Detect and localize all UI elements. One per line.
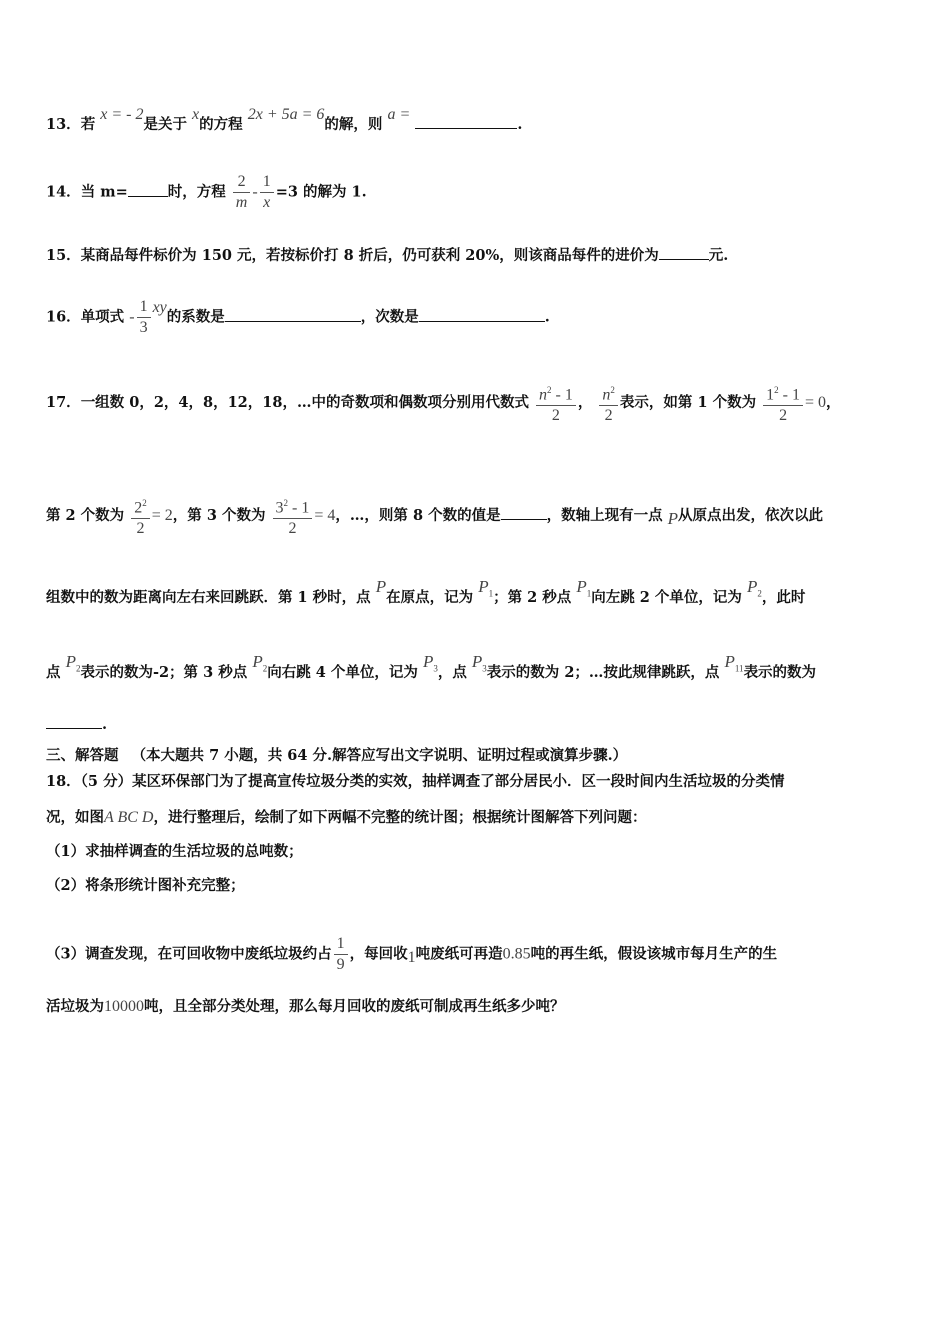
question-18-part-3 (46, 934, 777, 975)
q13-number: 13． (46, 116, 81, 133)
q17-text: ；第 2 秒点 (493, 589, 572, 606)
q17-text: ，…，则第 8 个数的值是 (335, 507, 501, 525)
answer-blank[interactable] (415, 114, 517, 129)
q13-text-a: 若 (80, 116, 96, 133)
question-18-part-1 (46, 842, 303, 862)
fraction-denominator: m (235, 194, 248, 211)
q17-text: 表示的数为 2；…按此规律跳跃，点 (486, 664, 720, 681)
equals-value: = 2 (151, 507, 173, 525)
question-17-line-5 (46, 714, 107, 735)
point-p3: $P_3$ (471, 652, 487, 674)
fraction-n2-minus-1-over-2: $\frac{n^2 - 1}{2}$ (536, 380, 576, 426)
q17-comma: ， (577, 394, 593, 412)
q17-text: ，数轴上现有一点 (546, 507, 663, 525)
q15-text: 某商品每件标价为 150 元，若按标价打 8 折后，仍可获利 20%，则该商品每件的进价为 (80, 247, 659, 264)
figure-labels: A BC D (104, 809, 154, 826)
section-title: 三、解答题 (46, 747, 119, 764)
question-14 (46, 172, 367, 213)
point-p1: $P_1$ (576, 577, 592, 599)
q13-text-d: 的解，则 (324, 116, 383, 133)
q17-text: ，点 (437, 664, 467, 681)
monomial-xy: xy (152, 298, 167, 316)
fraction-denominator: x (263, 194, 271, 211)
answer-blank[interactable] (659, 245, 709, 260)
q16-text-c: ，次数是 (360, 308, 419, 326)
fraction-1-over-9 (334, 934, 348, 975)
question-17-line-3 (46, 577, 806, 613)
q13-text-b: 是关于 (143, 116, 187, 133)
minus-sign: - (129, 308, 135, 326)
q13-end: . (517, 116, 523, 133)
q13-text-c: 的方程 (199, 116, 243, 133)
value-0-85: 0.85 (502, 945, 531, 963)
q14-number: 14． (46, 183, 81, 201)
fraction-numerator: 2 (237, 173, 246, 190)
fraction-numerator: 1 (336, 935, 345, 952)
fraction-1sq-minus-1-over-2: $\frac{1^2 - 1}{2}$ (763, 380, 803, 426)
q17-comma: ， (826, 394, 841, 412)
q17-text: ，此时 (761, 589, 806, 606)
fraction-2-over-m (233, 172, 251, 213)
q18-text: 活垃圾为 (46, 998, 104, 1015)
q18-text: （3）调查发现，在可回收物中废纸垃圾约占 (46, 945, 332, 963)
question-18-part-2 (46, 876, 245, 896)
q17-text: 表示，如第 1 个数为 (619, 394, 757, 412)
q16-text-b: 的系数是 (166, 308, 225, 326)
question-17-line-4 (46, 652, 817, 688)
q17-text: 在原点，记为 (386, 589, 474, 606)
question-15 (46, 245, 728, 266)
q13-answer-var: a = (387, 106, 411, 123)
fraction-1-over-x (260, 172, 274, 213)
fraction-denominator: 9 (334, 954, 348, 975)
q18-text: 18．（5 分）某区环保部门为了提高宣传垃圾分类的实效，抽样调查了部分居民小．区一段时间内生活垃圾的分类情 (46, 773, 785, 790)
q17-text: 从原点出发，依次以此 (678, 507, 824, 525)
q14-text-c: =3 的解为 1. (275, 183, 367, 201)
point-p2: $P_2$ (252, 652, 268, 674)
point-p: P (375, 577, 387, 596)
q17-text: ，第 3 个数为 (172, 507, 266, 525)
q17-text: 向左跳 2 个单位，记为 (591, 589, 742, 606)
q16-number: 16． (46, 308, 81, 326)
point-p11: $P_{11}$ (724, 652, 744, 674)
q18-text: 况，如图 (46, 809, 104, 826)
answer-blank[interactable] (419, 307, 545, 322)
q17-text: 一组数 0，2，4，8，12，18，…中的奇数项和偶数项分别用代数式 (80, 394, 529, 412)
q17-number: 17． (46, 394, 81, 412)
answer-blank[interactable] (501, 505, 547, 520)
fraction-n2-over-2: $\frac{n^2}{2}$ (599, 380, 618, 426)
fraction-numerator: 1 (262, 173, 271, 190)
point-p2: $P_2$ (65, 652, 81, 674)
q18-text: ，进行整理后，绘制了如下两幅不完整的统计图；根据统计图解答下列问题： (153, 809, 647, 826)
q14-text-b: 时，方程 (167, 183, 226, 201)
point-p: P (667, 509, 679, 529)
answer-blank[interactable] (128, 182, 168, 197)
q15-end: 元. (708, 247, 729, 264)
fraction-denominator: 3 (137, 317, 151, 338)
q16-end: . (544, 308, 550, 326)
question-16 (46, 297, 550, 338)
question-18-line-1 (46, 772, 785, 792)
equals-value: = 4 (314, 507, 336, 525)
question-13 (46, 106, 523, 135)
section-3-heading (46, 746, 627, 766)
fraction-numerator: 1 (139, 298, 148, 315)
point-p3: $P_3$ (422, 652, 438, 674)
question-18-line-2 (46, 808, 646, 828)
q17-text: 组数中的数为距离向左右来回跳跃．第 1 秒时，点 (46, 589, 371, 606)
q18-text: 吨废纸可再造 (415, 945, 503, 963)
fraction-1-over-3 (137, 297, 151, 338)
q18-part-1-text: （1）求抽样调查的生活垃圾的总吨数； (46, 843, 303, 860)
q17-end: . (102, 716, 108, 733)
value-one: 1 (407, 948, 416, 966)
q17-text: 向右跳 4 个单位，记为 (267, 664, 418, 681)
minus-sign: - (252, 183, 258, 201)
question-18-part-3-cont (46, 997, 565, 1017)
question-17-line-2 (46, 493, 823, 539)
q17-text: 第 2 个数为 (46, 507, 125, 525)
q13-var-x: x (192, 106, 200, 123)
fraction-2sq-over-2: $\frac{2^2}{2}$ (131, 493, 150, 539)
answer-blank[interactable] (225, 307, 361, 322)
q18-part-2-text: （2）将条形统计图补充完整； (46, 877, 245, 894)
q15-number: 15． (46, 247, 81, 264)
point-p1: $P_1$ (478, 577, 494, 599)
q13-equation-x: x = - 2 (100, 106, 144, 123)
section-note: （本大题共 7 小题，共 64 分.解答应写出文字说明、证明过程或演算步骤.） (131, 747, 628, 764)
point-p2: $P_2$ (746, 577, 762, 599)
q18-text: 吨的再生纸，假设该城市每月生产的生 (530, 945, 778, 963)
q18-text: 吨，且全部分类处理，那么每月回收的废纸可制成再生纸多少吨？ (144, 998, 565, 1015)
equals-value: = 0 (804, 394, 827, 412)
q17-text: 点 (46, 664, 61, 681)
value-10000: 10000 (104, 998, 144, 1015)
q13-equation: 2x + 5a = 6 (247, 106, 325, 123)
q14-text-a: 当 m= (80, 183, 128, 201)
q17-text: 表示的数为 (743, 664, 817, 681)
q18-text: ，每回收 (349, 945, 408, 963)
fraction-3sq-minus-1-over-2: $\frac{3^2 - 1}{2}$ (273, 493, 313, 539)
answer-blank[interactable] (46, 714, 102, 729)
question-17-line-1 (46, 380, 841, 426)
q16-text-a: 单项式 (80, 308, 125, 326)
q17-text: 表示的数为-2；第 3 秒点 (80, 664, 248, 681)
